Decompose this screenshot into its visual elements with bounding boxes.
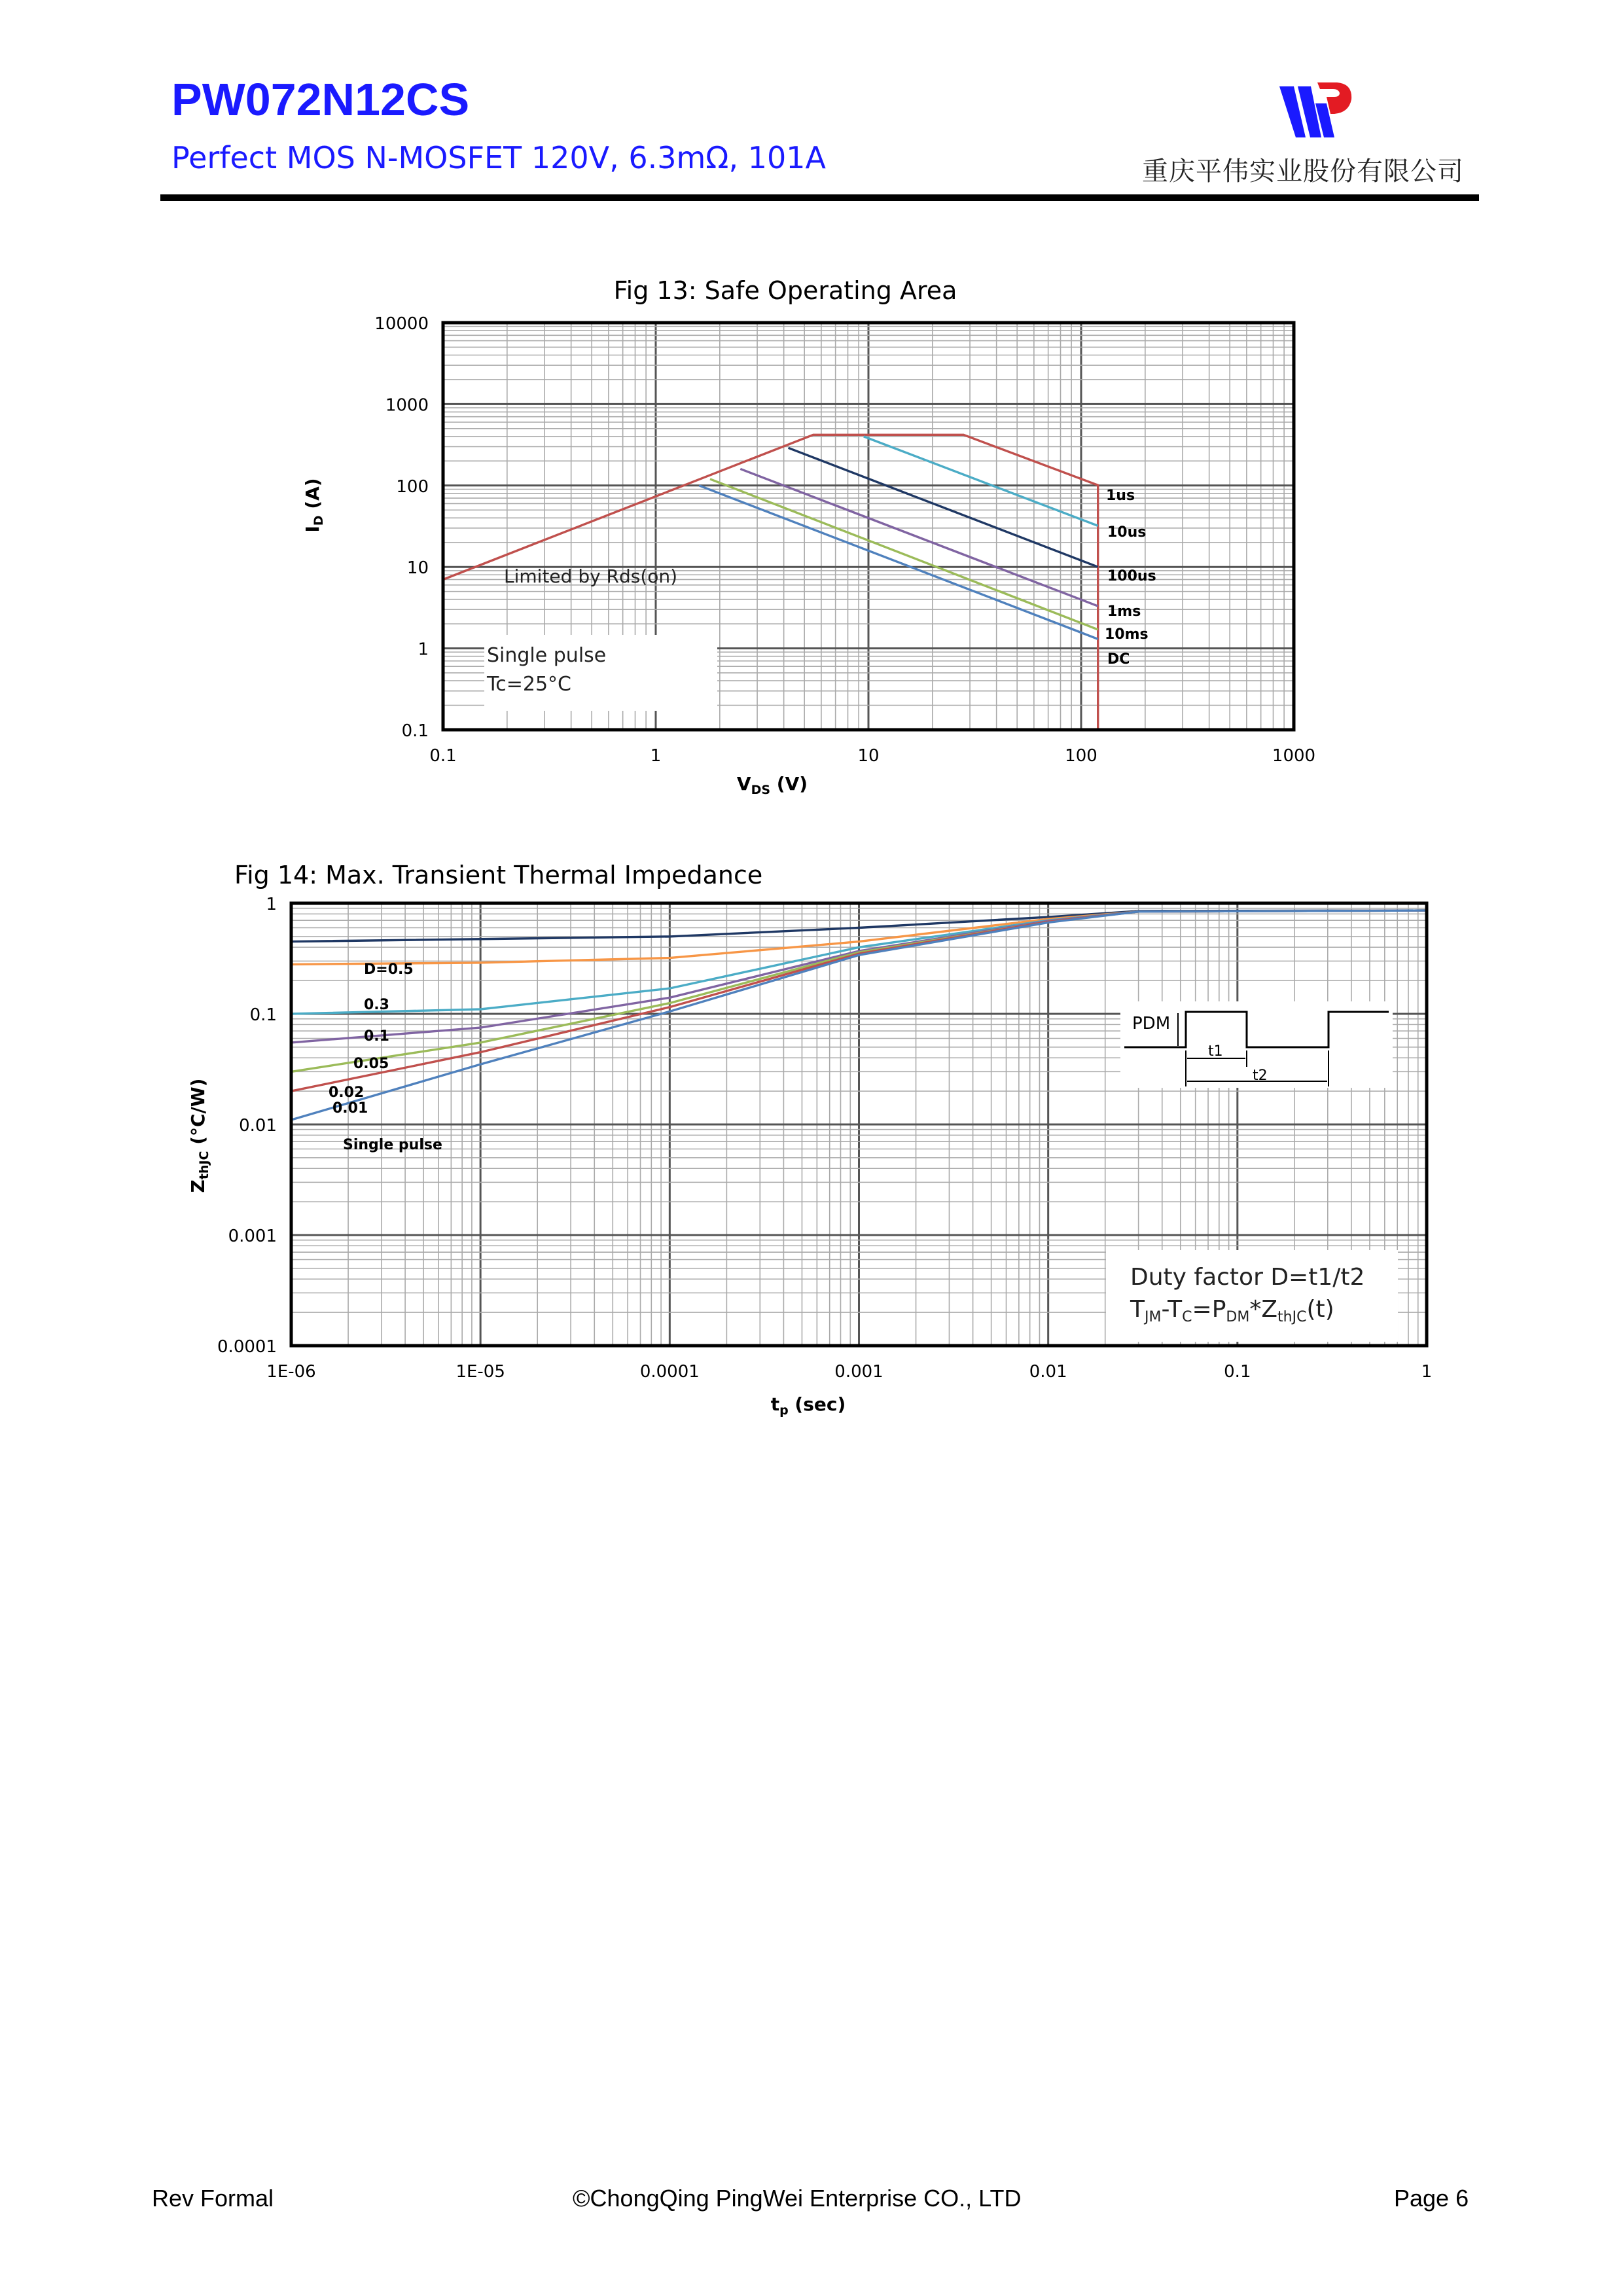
footer-page-number: Page 6 [1394, 2185, 1469, 2212]
x-tick-label: 1 [1421, 1362, 1433, 1382]
series-label-5: DC [1107, 651, 1130, 668]
x-tick-label: 1 [650, 746, 662, 766]
footer-revision: Rev Formal [152, 2185, 274, 2212]
thermal-formula: TJM-TC=PDM*ZthJC(t) [1130, 1296, 1334, 1325]
series-label-1: 10us [1107, 524, 1147, 541]
soa-rds-label: Limited by Rds(on) [504, 565, 678, 587]
x-tick-label: 1000 [1272, 746, 1316, 766]
x-tick-label: 1E-06 [266, 1362, 316, 1382]
part-number-title: PW072N12CS [171, 74, 470, 125]
soa-chart-title: Fig 13: Safe Operating Area [613, 276, 957, 305]
soa-xlabel: $V_{DS}$ (V) [736, 773, 808, 797]
y-tick-label: 1000 [385, 395, 429, 416]
soa-pulse-label: Single pulse [487, 644, 607, 667]
thermal-ylabel: $Z_{thJC}$ (°C/W) [187, 1078, 211, 1193]
series-label-2: 100us [1107, 568, 1156, 584]
y-tick-label: 10000 [374, 314, 429, 334]
pulse-t2-label: t2 [1253, 1067, 1268, 1084]
y-tick-label: 100 [396, 476, 429, 497]
x-tick-label: 0.1 [1224, 1362, 1251, 1382]
y-tick-label: 1 [418, 639, 429, 660]
duty-factor-label: Duty factor D=t1/t2 [1130, 1264, 1365, 1291]
x-tick-label: 0.1 [429, 746, 457, 766]
soa-tc-label: Tc=25°C [487, 673, 571, 696]
x-tick-label: 1E-05 [455, 1362, 505, 1382]
pulse-pdm-label: PDM [1132, 1014, 1171, 1033]
y-tick-label: 0.001 [228, 1227, 277, 1246]
y-tick-label: 10 [406, 558, 429, 579]
product-description: Perfect MOS N-MOSFET 120V, 6.3mΩ, 101A [171, 140, 826, 175]
thermal-chart-title: Fig 14: Max. Transient Thermal Impedance [234, 861, 763, 889]
series-label-2: 0.1 [364, 1028, 389, 1045]
series-label-4: 0.02 [329, 1085, 365, 1101]
pulse-waveform-inset [1120, 1001, 1393, 1088]
x-tick-label: 0.01 [1029, 1362, 1067, 1382]
series-label-0: 1us [1106, 488, 1135, 504]
company-name-cn: 重庆平伟实业股份有限公司 [1142, 156, 1464, 187]
thermal-xlabel: $t_p$ (sec) [770, 1393, 846, 1418]
x-tick-label: 100 [1065, 746, 1097, 766]
series-label-4: 10ms [1105, 626, 1149, 643]
series-label-6: Single pulse [343, 1137, 442, 1153]
soa-ylabel: $I_D$ (A) [302, 478, 326, 533]
y-tick-label: 0.1 [401, 721, 429, 741]
series-label-1: 0.3 [364, 997, 389, 1013]
y-tick-label: 1 [266, 895, 277, 914]
x-tick-label: 0.001 [834, 1362, 883, 1382]
footer-copyright: ©ChongQing PingWei Enterprise CO., LTD [573, 2185, 1022, 2212]
x-tick-label: 10 [857, 746, 880, 766]
series-label-5: 0.01 [332, 1100, 368, 1117]
pulse-t1-label: t1 [1208, 1043, 1223, 1060]
x-tick-label: 0.0001 [639, 1362, 700, 1382]
series-label-0: D=0.5 [364, 961, 414, 978]
y-tick-label: 0.1 [249, 1005, 277, 1025]
y-tick-label: 0.0001 [217, 1337, 277, 1357]
y-tick-label: 0.01 [239, 1116, 277, 1136]
series-label-3: 0.05 [353, 1056, 389, 1072]
series-label-3: 1ms [1107, 603, 1141, 620]
